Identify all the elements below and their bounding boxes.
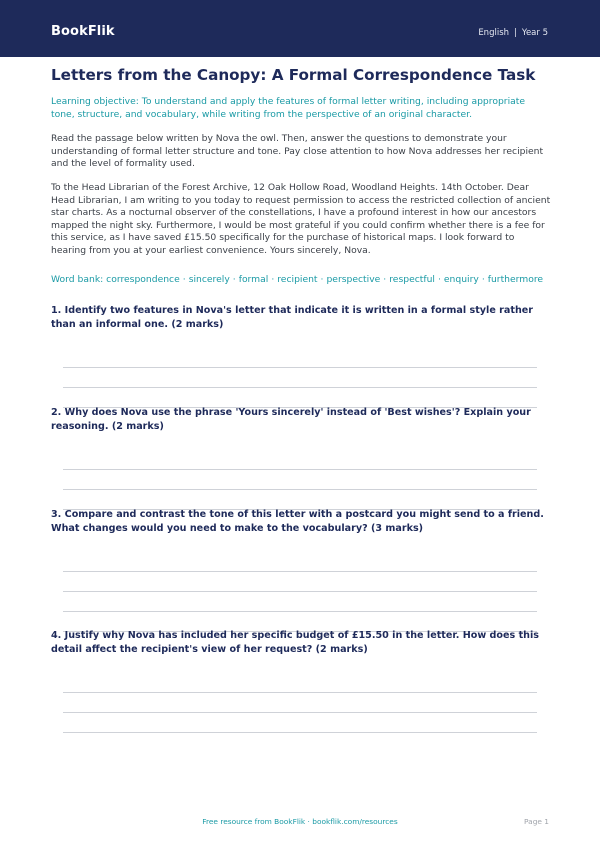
subject-label: English [478,28,510,38]
question-3: 3. Compare and contrast the tone of this letter with a postcard you might send to a friend. What changes would you need to make to the vocabulary? (3 marks) [51,509,544,534]
question-2: 2. Why does Nova use the phrase 'Yours sincerely' instead of 'Best wishes'? Explain your reasoning. (2 marks) [51,407,531,432]
answer-line[interactable] [63,489,537,490]
word-bank-item: enquiry [443,274,479,285]
word-bank-item: recipient [277,274,318,285]
answer-line[interactable] [63,611,537,612]
answer-line[interactable] [63,387,537,388]
word-bank-item: formal [238,274,269,285]
answer-line[interactable] [63,591,537,592]
question-4: 4. Justify why Nova has included her specific budget of £15.50 in the letter. How does this detail affect the recipient's view of her request? (2 marks) [51,630,539,655]
word-bank-item: furthermore [487,274,544,285]
word-bank-item: sincerely [188,274,230,285]
learning-objective: Learning objective: To understand and apply the features of formal letter writing, including appropriate tone, structure, and vocabulary, while writing from the perspective of an original character. [51,96,526,120]
answer-line[interactable] [63,692,537,693]
answer-line[interactable] [63,732,537,733]
word-bank-item: perspective [326,274,381,285]
question-1: 1. Identify two features in Nova's letter that indicate it is written in a formal style rather than an informal one. (2 marks) [51,305,534,330]
answer-line[interactable] [63,571,537,572]
brand-logo-text: BookFlik [51,24,115,39]
answer-line[interactable] [63,712,537,713]
word-bank-item: respectful [389,274,435,285]
word-bank-item: correspondence [106,274,180,285]
intro-paragraph: Read the passage below written by Nova the owl. Then, answer the questions to demonstrate your understanding of formal letter structure and tone. Pay close attention to how Nova addresses her recipient and the level of formality used. [51,133,544,170]
letter-passage: To the Head Librarian of the Forest Archive, 12 Oak Hollow Road, Woodland Heights. 14th October. Dear Head Librarian, I am writing to you today to request permission to access the restricted collection of ancient star charts. As a nocturnal observer of the constellations, I have a profound interest in how our ancestors mapped the night sky. Furthermore, I would be most grateful if you could confirm whether there is a fee for this service, as I have saved £15.50 specifically for the purchase of historical maps. I look forward to hearing from you at your earliest convenience. Yours sincerely, Nova. [51,182,551,256]
subject-year-label [478,28,548,38]
separator: | [514,28,517,38]
year-label: Year 5 [521,28,548,38]
page-header [0,0,600,57]
answer-line[interactable] [63,367,537,368]
page-title: Letters from the Canopy: A Formal Correspondence Task [51,66,536,84]
word-bank-label: Word bank: [51,274,104,285]
footer-credit[interactable]: Free resource from BookFlik · bookflik.com/resources [202,817,398,826]
page-number: Page 1 [524,817,549,826]
answer-line[interactable] [63,469,537,470]
word-bank: Word bank: correspondence · sincerely · formal · recipient · perspective · respectful · enquiry · furthermore [51,274,544,285]
